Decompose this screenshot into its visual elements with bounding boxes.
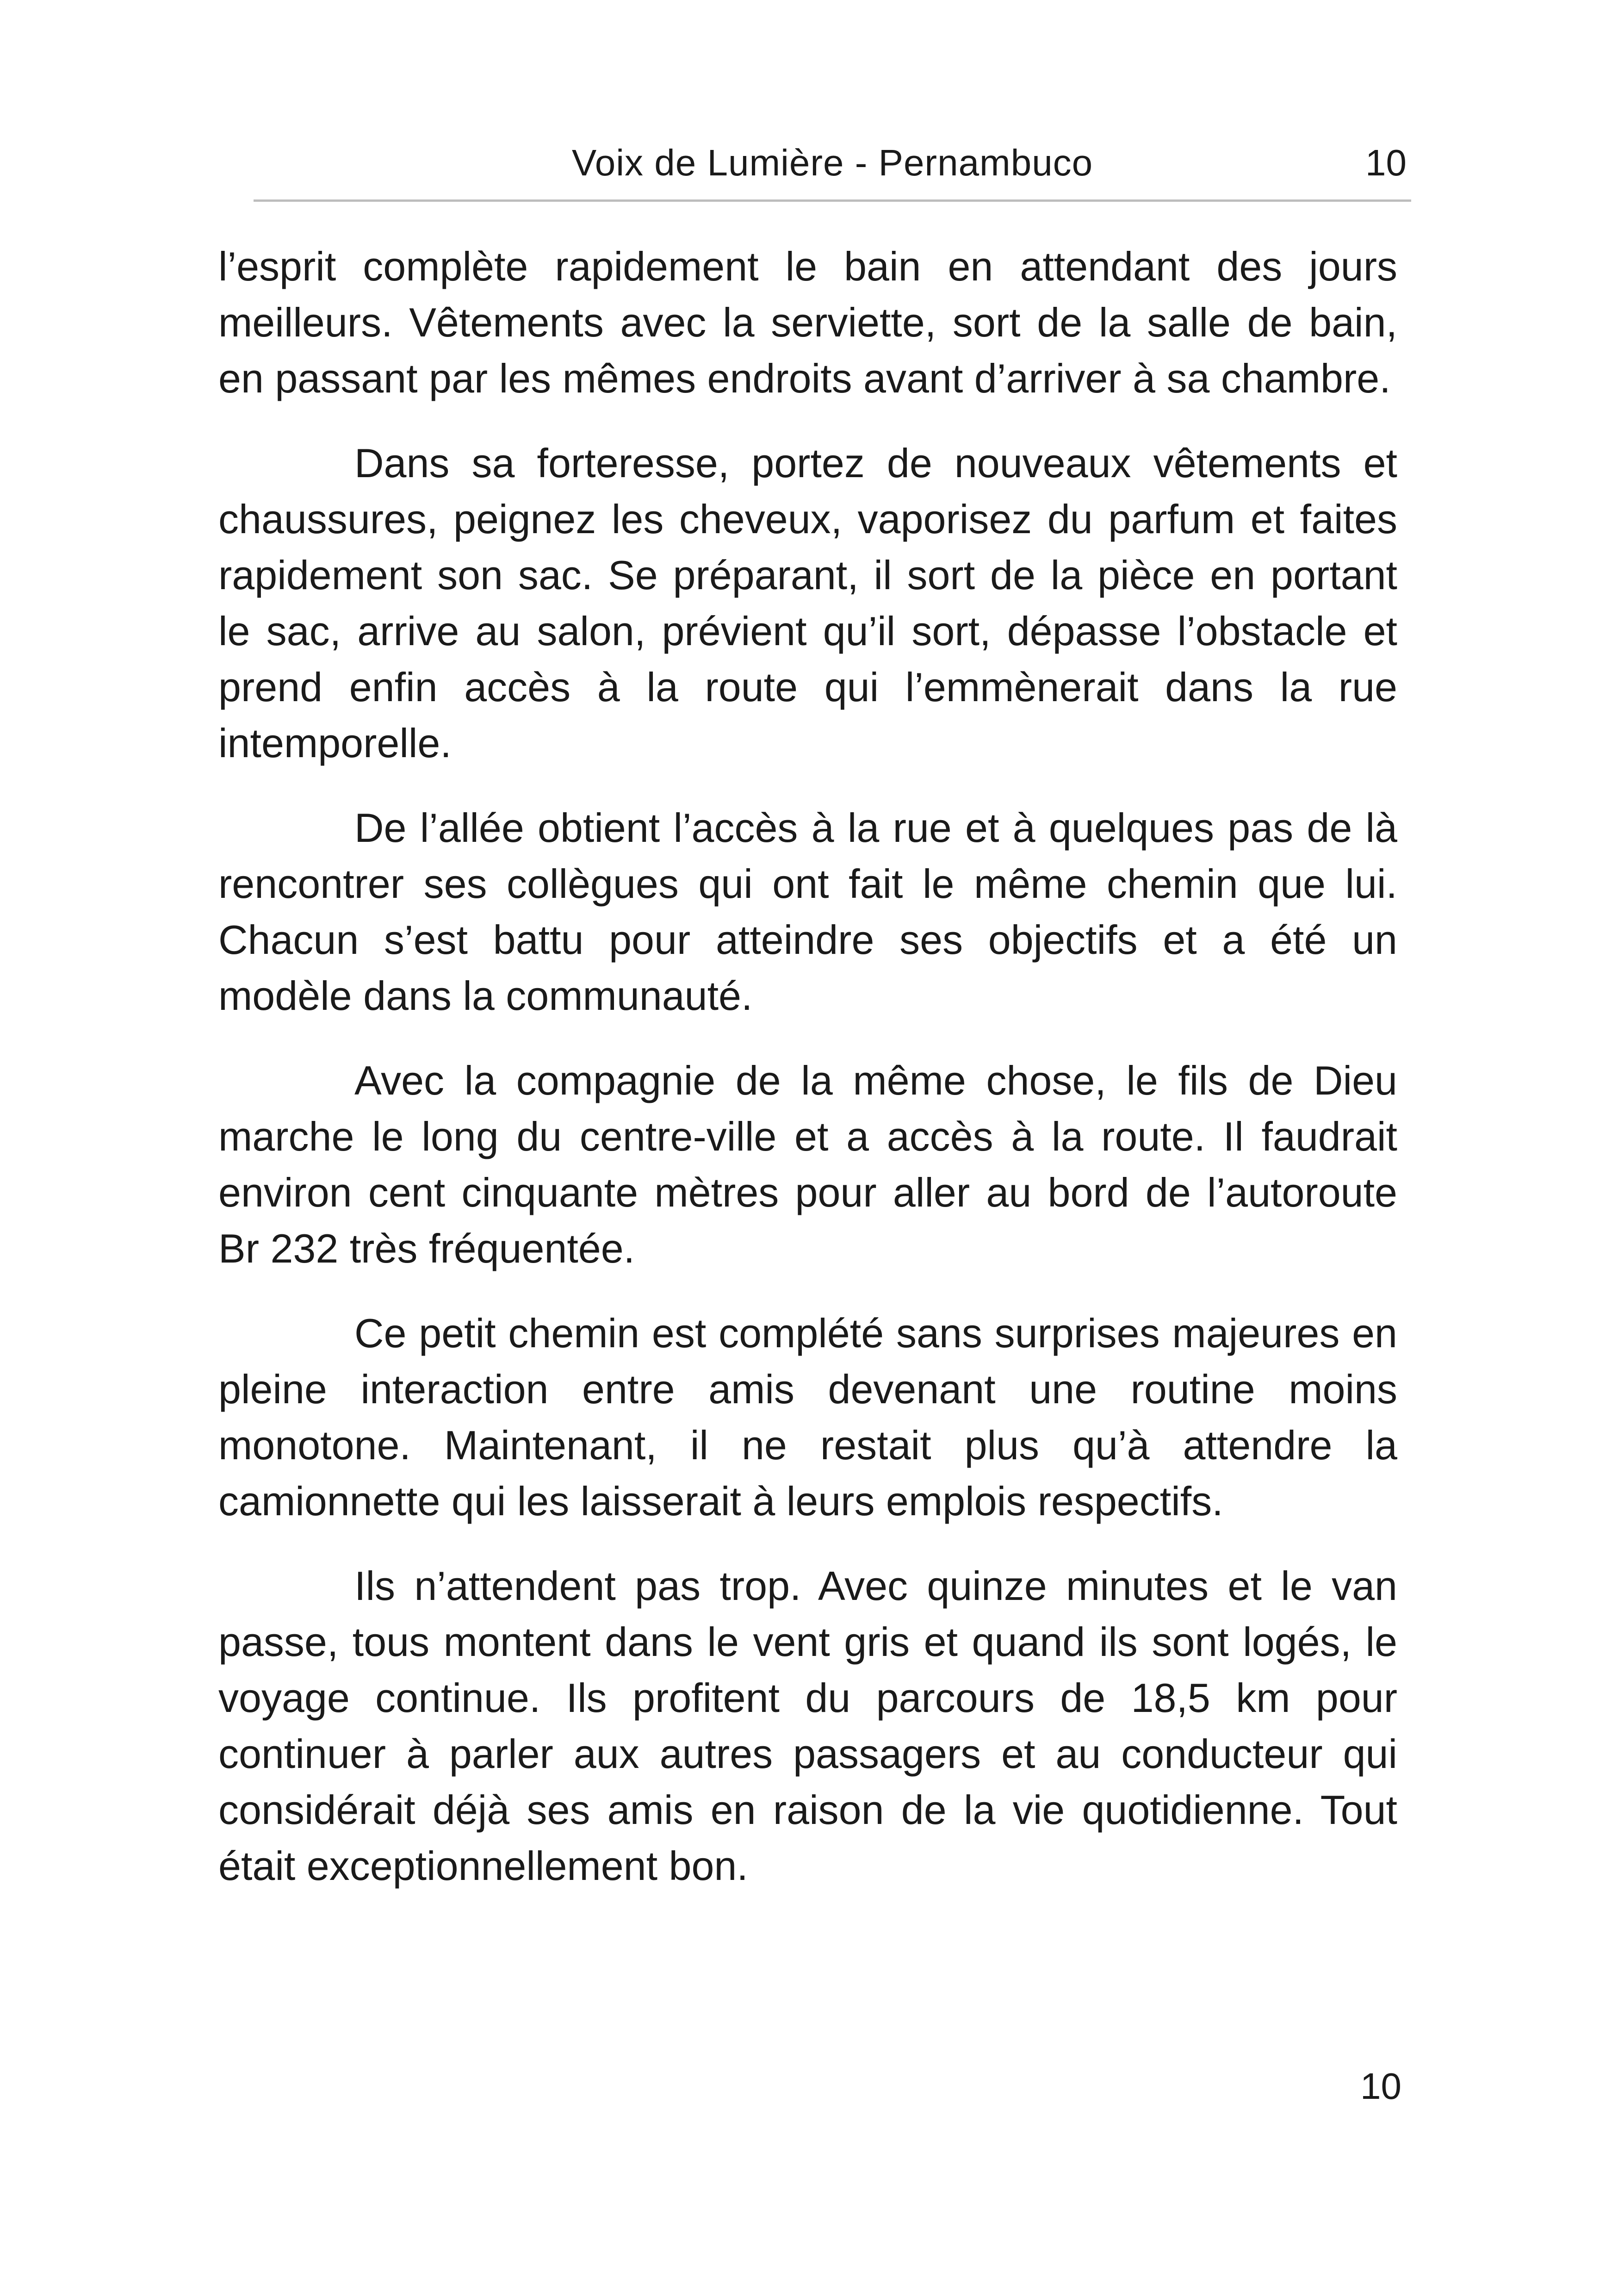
paragraph-5: Ce petit chemin est complété sans surprises majeures en pleine interaction entre amis devenant une routine moins monotone. Maintenant, il ne restait plus qu’à attendre la camionnette qui les laisserait à leurs emplois respectifs.: [218, 1310, 1397, 1524]
paragraph-1: l’esprit complète rapidement le bain en attendant des jours meilleurs. Vêtements avec la serviette, sort de la salle de bain, en passant par les mêmes endroits avant d’arriver à sa chambre.: [218, 243, 1397, 401]
header-divider: [254, 199, 1411, 202]
paragraph-3: De l’allée obtient l’accès à la rue et à quelques pas de là rencontrer ses collègues qui ont fait le même chemin que lui. Chacun s’est battu pour atteindre ses objectifs et a été un modèle dans la communauté.: [218, 805, 1397, 1019]
paragraph-6: Ils n’attendent pas trop. Avec quinze minutes et le van passe, tous montent dans le vent gris et quand ils sont logés, le voyage continue. Ils profitent du parcours de 18,5 km pour continuer à parler aux autres passagers et au conducteur qui considérait déjà ses amis en raison de la vie quotidienne. Tout était exceptionnellement bon.: [218, 1563, 1397, 1889]
paragraph-2: Dans sa forteresse, portez de nouveaux vêtements et chaussures, peignez les cheveux, vaporisez du parfum et faites rapidement son sac. Se préparant, il sort de la pièce en portant le sac, arrive au salon, prévient qu’il sort, dépasse l’obstacle et prend enfin accès à la route qui l’emmènerait dans la rue intemporelle.: [218, 440, 1397, 766]
header-page-number: 10: [1365, 142, 1407, 183]
header-title: Voix de Lumière - Pernambuco: [571, 142, 1093, 183]
footer-page-number: 10: [1360, 2066, 1401, 2107]
paragraph-4: Avec la compagnie de la même chose, le fils de Dieu marche le long du centre-ville et a accès à la route. Il faudrait environ cent cinquante mètres pour aller au bord de l’autoroute Br 232 très fréquentée.: [218, 1058, 1397, 1271]
running-header: [254, 135, 1411, 191]
body-text: [218, 238, 1397, 1923]
